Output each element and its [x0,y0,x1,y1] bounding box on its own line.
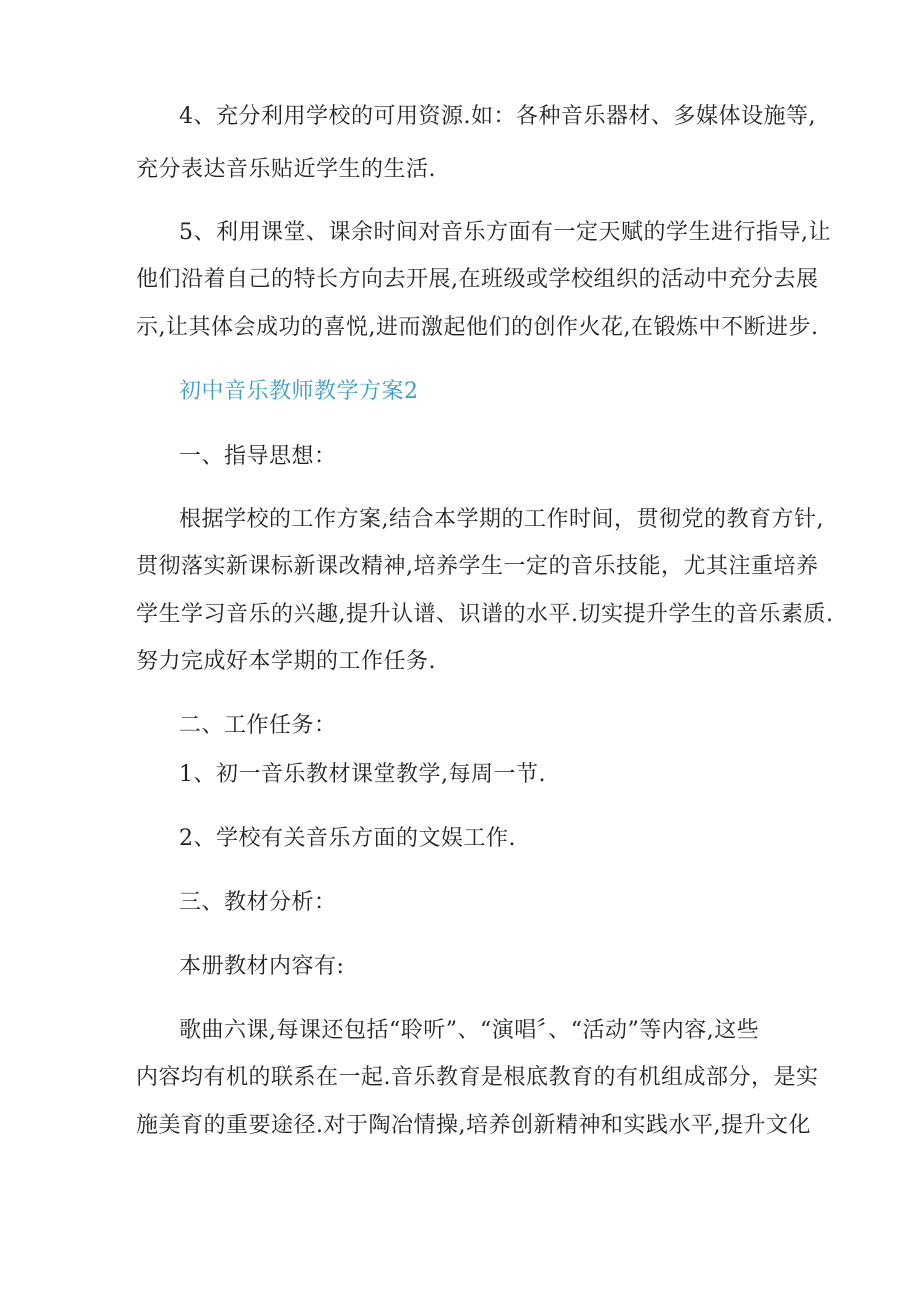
para-1-line-4: 努力完成好本学期的工作任务. [136,649,436,674]
item-4-line-2: 充分表达音乐贴近学生的生活. [136,157,436,182]
item-4-line-1: 4、充分利用学校的可用资源.如：各种音乐器材、多媒体设施等, [179,104,816,129]
item-5-line-3: 示,让其体会成功的喜悦,进而激起他们的创作火花,在锻炼中不断进步. [136,315,819,340]
para-2: 本册教材内容有: [179,954,345,979]
heading-guiding-thought: 一、指导思想： [179,444,337,469]
heading-material-analysis: 三、教材分析： [179,890,337,915]
heading-work-tasks: 二、工作任务： [179,713,337,738]
task-2: 2、学校有关音乐方面的文娱工作. [179,826,516,851]
para-1-line-2: 贯彻落实新课标新课改精神,培养学生一定的音乐技能，尤其注重培养 [136,554,819,579]
para-3-line-2: 内容均有机的联系在一起.音乐教育是根底教育的有机组成部分，是实 [136,1065,819,1090]
item-5-line-2: 他们沿着自己的特长方向去开展,在班级或学校组织的活动中充分去展 [136,267,819,292]
section-title: 初中音乐教师教学方案2 [179,379,419,404]
para-3-line-3: 施美育的重要途径.对于陶冶情操,培养创新精神和实践水平,提升文化 [136,1113,811,1138]
para-1-line-3: 学生学习音乐的兴趣,提升认谱、识谱的水平.切实提升学生的音乐素质. [136,602,834,627]
para-3-line-1: 歌曲六课,每课还包括“聆听”、“演唱〞、“活动”等内容,这些 [179,1018,760,1043]
item-5-line-1: 5、利用课堂、课余时间对音乐方面有一定天赋的学生进行指导,让 [179,220,831,245]
task-1: 1、初一音乐教材课堂教学,每周一节. [179,762,546,787]
para-1-line-1: 根据学校的工作方案,结合本学期的工作时间，贯彻党的教育方针, [179,507,824,532]
